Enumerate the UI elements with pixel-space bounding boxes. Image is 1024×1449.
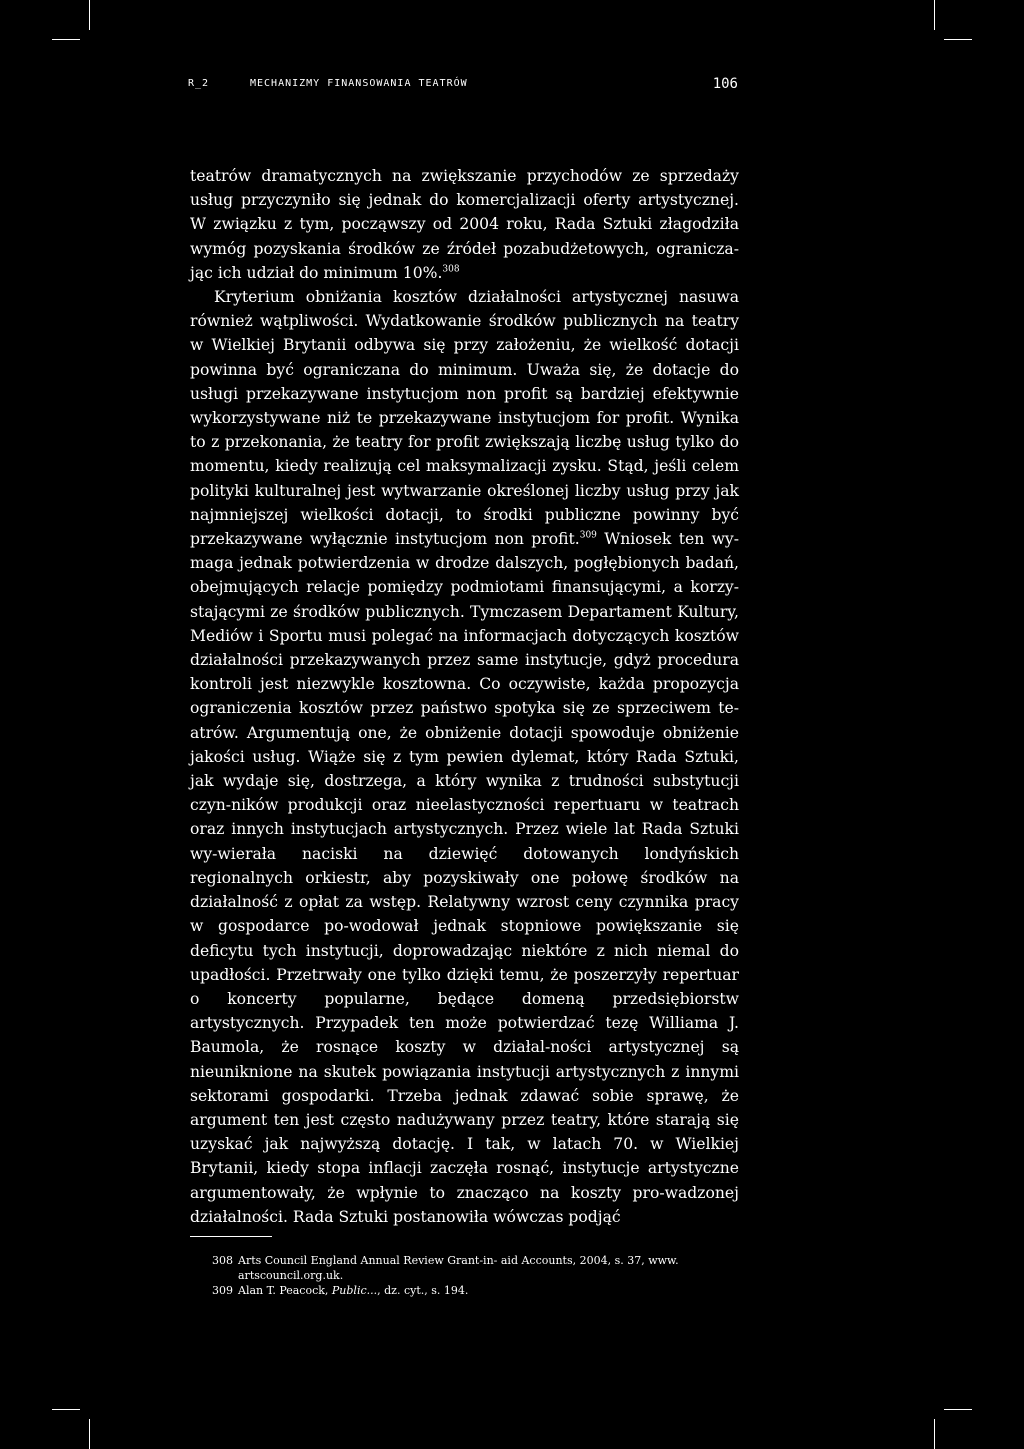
crop-mark <box>934 1419 935 1449</box>
footnote-text: , dz. cyt., s. 194. <box>377 1284 469 1297</box>
paragraph <box>190 164 739 285</box>
page-number: 106 <box>712 76 738 92</box>
footnote-title-italic: Public... <box>331 1284 378 1297</box>
running-title: MECHANIZMY FINANSOWANIA TEATRÓW <box>250 78 468 89</box>
crop-mark <box>52 39 80 40</box>
footnote-308 <box>190 1253 739 1283</box>
footnote-reference[interactable]: 309 <box>579 530 597 541</box>
running-head <box>188 76 738 92</box>
chapter-label: R_2 <box>188 78 210 89</box>
crop-mark <box>89 0 90 30</box>
footnote-reference[interactable]: 308 <box>442 264 460 275</box>
crop-mark <box>944 39 972 40</box>
crop-mark <box>944 1409 972 1410</box>
footnote-number: 309 <box>212 1284 233 1297</box>
paragraph-text: teatrów dramatycznych na zwiększanie przychodów ze sprzedaży usług przyczyniło się jednak do komercjalizacji oferty artystycznej. W związku z tym, począwszy od 2004 roku, Rada Sztuki złagodziła wymóg pozyskania środków ze źródeł pozabudżetowych, ogranicza-jąc ich udział do minimum 10%. <box>190 167 739 282</box>
paragraph-text: Wniosek ten wy-maga jednak potwierdzenia w drodze dalszych, pogłębionych badań, obejmujących relacje pomiędzy podmiotami finansującymi, a korzy-stającymi ze środków publicznych. Tymczasem Departament Kultury, Mediów i Sportu musi polegać na informacjach dotyczących kosztów działalności przekazywanych przez same instytucje, gdyż procedura kontroli jest niezwykle kosztowna. Co oczywiste, każda propozycja ograniczenia kosztów przez państwo spotyka się ze sprzeciwem te-atrów. Argumentują one, że obniżenie dotacji spowoduje obniżenie jakości usług. Wiąże się z tym pewien dylemat, który Rada Sztuki, jak wydaje się, dostrzega, a który wynika z trudności substytucji czyn-ników produkcji oraz nieelastyczności repertuaru w teatrach oraz innych instytucjach artystycznych. Przez wiele lat Rada Sztuki wy-wierała naciski na dziewięć dotowanych londyńskich regionalnych orkiestr, aby pozyskiwały one połowę środków na działalność z opłat za wstęp. Relatywny wzrost ceny czynnika pracy w gospodarce po-wodował jednak stopniowe powiększanie się deficytu tych instytucji, doprowadzając niektóre z nich niemal do upadłości. Przetrwały one tylko dzięki temu, że poszerzyły repertuar o koncerty popularne, będące domeną przedsiębiorstw artystycznych. Przypadek ten może potwierdzać tezę Williama J. Baumola, że rosnące koszty w działal-ności artystycznej są nieuniknione na skutek powiązania instytucji artystycznych z innymi sektorami gospodarki. Trzeba jednak zdawać sobie sprawę, że argument ten jest często nadużywany przez teatry, które starają się uzyskać jak najwyższą dotację. I tak, w latach 70. w Wielkiej Brytanii, kiedy stopa inflacji zaczęła rosnąć, instytucje artystyczne argumentowały, że wpłynie to znacząco na koszty pro-wadzonej działalności. Rada Sztuki postanowiła wówczas podjąć <box>190 530 739 1226</box>
body-text <box>190 164 739 1229</box>
footnote-text: Arts Council England Annual Review Grant-in- aid Accounts, 2004, s. 37, www. artscouncil.org.uk. <box>238 1254 679 1282</box>
crop-mark <box>52 1409 80 1410</box>
crop-mark <box>934 0 935 30</box>
footnotes <box>190 1253 739 1298</box>
paragraph-text: Kryterium obniżania kosztów działalności artystycznej nasuwa również wątpliwości. Wydatkowanie środków publicznych na teatry w Wielkiej Brytanii odbywa się przy założeniu, że wielkość dotacji powinna być ograniczana do minimum. Uważa się, że dotacje do usługi przekazywane instytucjom non profit są bardziej efektywnie wykorzystywane niż te przekazywane instytucjom for profit. Wynika to z przekonania, że teatry for profit zwiększają liczbę usług tylko do momentu, kiedy realizują cel maksymalizacji zysku. Stąd, jeśli celem polityki kulturalnej jest wytwarzanie określonej liczby usług przy jak najmniejszej wielkości dotacji, to środki publiczne powinny być przekazywane wyłącznie instytucjom non profit. <box>190 288 739 549</box>
paragraph <box>190 285 739 1229</box>
footnote-309 <box>190 1283 739 1298</box>
footnote-divider <box>190 1236 272 1237</box>
footnote-text: Alan T. Peacock, <box>238 1284 332 1297</box>
crop-mark <box>89 1419 90 1449</box>
footnote-number: 308 <box>212 1254 233 1267</box>
